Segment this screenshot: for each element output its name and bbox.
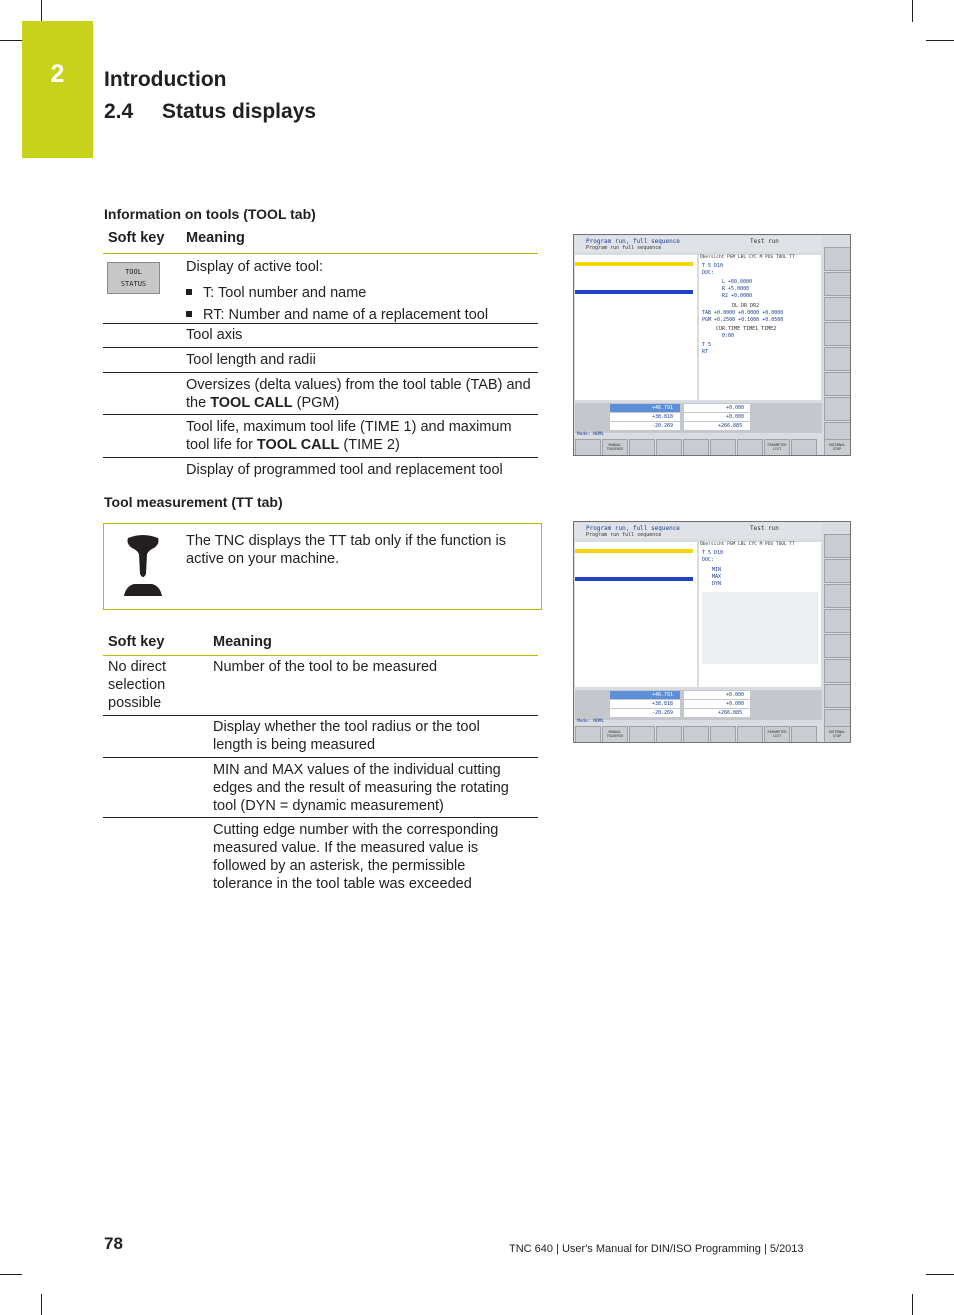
tip-icon	[122, 534, 164, 598]
crop-mark	[926, 1274, 954, 1275]
tool-status-softkey	[107, 262, 160, 294]
row-meaning: Tool life, maximum tool life (TIME 1) and maximum tool life for TOOL CALL (TIME 2)	[186, 419, 512, 453]
crop-mark	[926, 40, 954, 41]
screen-tabs: Übersicht PGM LBL CYC M POS TOOL TT	[700, 255, 795, 260]
page-number: 78	[104, 1234, 123, 1253]
tool-tab-heading: Information on tools (TOOL tab)	[104, 206, 316, 222]
row-meaning: Tool length and radii	[186, 352, 316, 368]
screen-x: +46.791	[652, 692, 674, 698]
screen-mode-bar: Mode: NOML	[577, 432, 605, 437]
row-meaning: Tool axis	[186, 327, 243, 343]
tip-text: The TNC displays the TT tab only if the function is active on your machine.	[186, 533, 506, 567]
tt-tab-table	[103, 631, 538, 893]
tool-call-keyword: TOOL CALL	[210, 395, 293, 411]
table-header	[103, 229, 538, 254]
softkey-label-line2: STATUS	[120, 280, 147, 288]
screen-test-run: Test run	[750, 238, 779, 245]
crop-mark	[0, 40, 22, 41]
tool-tab-table	[103, 229, 538, 479]
screen-c: +0.000	[726, 414, 745, 420]
row-meaning: Number of the tool to be measured	[213, 659, 438, 675]
screen-rt: RT	[702, 349, 709, 355]
screen-max: MAX	[712, 574, 722, 580]
row-meaning: Display of active tool:	[186, 259, 324, 275]
crop-mark	[41, 1294, 42, 1315]
screen-t-line: T 5 D10	[702, 550, 724, 556]
chapter-title: Introduction	[104, 68, 227, 91]
table-header	[103, 631, 538, 656]
section-title: Status displays	[162, 100, 317, 123]
crop-mark	[912, 1294, 913, 1315]
screen-l-line: L +60.0000	[722, 279, 753, 285]
table-row	[103, 415, 538, 458]
screen-doc: DOC:	[702, 270, 715, 276]
tool-call-keyword: TOOL CALL	[256, 437, 340, 453]
screen-t-status: T 5	[702, 342, 712, 348]
screen-mode-title: Program run, full sequence	[586, 238, 680, 245]
screen-cols: DL DR DR2	[732, 303, 760, 309]
bullet-icon	[186, 289, 192, 295]
screen-softkey-manual: MANUAL TRAVERSE	[606, 730, 624, 738]
screen-y: +38.818	[652, 414, 674, 420]
table-row	[103, 656, 538, 716]
screen-r2-line: R2 +0.0000	[722, 293, 753, 299]
screen-mode-title: Program run, full sequence	[586, 525, 680, 532]
screen-s: +266.885	[718, 423, 743, 429]
bullet-text: RT: Number and name of a replacement tool	[203, 307, 489, 323]
screen-tab-values: TAB +0.0000 +0.0000 +0.0000	[702, 310, 784, 316]
crop-mark	[912, 0, 913, 22]
screen-r-line: R +5.0000	[722, 286, 750, 292]
screen-pgm-values: PGM +0.2500 +0.1000 +0.0500	[702, 317, 784, 323]
table-row	[103, 324, 538, 348]
row-meaning: Display whether the tool radius or the tool length is being measured	[213, 719, 480, 753]
crop-mark	[0, 1274, 22, 1275]
table-row	[103, 758, 538, 818]
screen-t-line: T 5 D10	[702, 263, 724, 269]
row-meaning: Display of programmed tool and replacement tool	[186, 462, 503, 478]
table-row	[103, 818, 538, 892]
tt-tab-screenshot	[573, 521, 851, 743]
row-softkey: No direct selection possible	[108, 659, 167, 711]
table-row	[103, 716, 538, 758]
screen-c: +0.000	[726, 701, 745, 707]
bullet-text: T: Tool number and name	[203, 285, 367, 301]
screen-mode-bar: Mode: NOML	[577, 719, 605, 724]
softkey-label-line1: TOOL	[125, 268, 142, 276]
screen-test-run: Test run	[750, 525, 779, 532]
screen-y: +38.818	[652, 701, 674, 707]
screen-softkey-stop: INTERNAL STOP	[828, 730, 846, 738]
chapter-tab	[22, 21, 93, 158]
screen-mode-sub: Program run full sequence	[586, 532, 662, 538]
screen-a: +0.000	[726, 692, 745, 698]
crop-mark	[41, 0, 42, 22]
column-header-softkey: Soft key	[108, 634, 165, 650]
screen-z: -20.269	[652, 423, 674, 429]
tool-tab-screenshot	[573, 234, 851, 456]
screen-time-value: 0:00	[722, 333, 735, 339]
screen-a: +0.000	[726, 405, 745, 411]
screen-softkey-manual: MANUAL TRAVERSE	[606, 443, 624, 451]
screen-s: +266.885	[718, 710, 743, 716]
screen-dyn: DYN	[712, 581, 722, 587]
column-header-meaning: Meaning	[186, 230, 245, 246]
tip-box	[103, 523, 542, 610]
screen-mode-sub: Program run full sequence	[586, 245, 662, 251]
screen-doc: DOC:	[702, 557, 715, 563]
table-row	[103, 254, 538, 324]
section-number: 2.4	[104, 100, 134, 123]
chapter-number: 2	[50, 60, 65, 88]
screen-tabs: Übersicht PGM LBL CYC M POS TOOL TT	[700, 542, 795, 547]
screen-softkey-param: PARAMETER LIST	[767, 730, 787, 738]
screen-min: MIN	[712, 567, 722, 573]
footer-text: TNC 640 | User's Manual for DIN/ISO Programming | 5/2013	[509, 1243, 804, 1255]
row-meaning: Oversizes (delta values) from the tool table (TAB) and the TOOL CALL (PGM)	[186, 377, 531, 411]
row-meaning: Cutting edge number with the corresponding measured value. If the measured value is followed by an asterisk, the permissible tolerance in the tool table was exceeded	[213, 822, 499, 892]
table-row	[103, 458, 538, 478]
screen-softkey-stop: INTERNAL STOP	[828, 443, 846, 451]
screen-time-cols: CUR.TIME TIME1 TIME2	[716, 326, 777, 332]
screen-softkey-param: PARAMETER LIST	[767, 443, 787, 451]
table-row	[103, 373, 538, 415]
column-header-softkey: Soft key	[108, 230, 165, 246]
column-header-meaning: Meaning	[213, 634, 272, 650]
screen-z: -20.269	[652, 710, 674, 716]
table-row	[103, 348, 538, 373]
row-meaning: MIN and MAX values of the individual cutting edges and the result of measuring the rotating tool (DYN = dynamic measurement)	[213, 762, 509, 814]
screen-x: +46.791	[652, 405, 674, 411]
tt-tab-heading: Tool measurement (TT tab)	[104, 494, 283, 510]
bullet-icon	[186, 311, 192, 317]
